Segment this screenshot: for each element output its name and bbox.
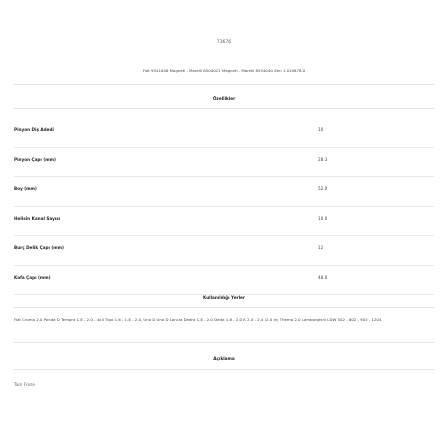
- spec-value: 10.0: [318, 215, 328, 221]
- spec-row: [14, 148, 434, 178]
- vehicles-heading: Kullanıldığı Yerler: [203, 295, 245, 300]
- spec-label: Pinyon Diş Adedi: [14, 127, 54, 132]
- spec-label: Burç Delik Çapı (mm): [14, 245, 64, 250]
- specs-heading: Özellikler: [212, 96, 236, 101]
- compatibility-numbers: Fiat 9541846 Magneti - Marelli 8504021 Magneti - Marelli 8554040 Zen 1.010878.0: [142, 68, 306, 73]
- spec-row: [14, 177, 434, 207]
- spec-value: 52.0: [318, 186, 328, 191]
- spec-label: Boy (mm): [14, 186, 37, 191]
- description-text: Tam Freze: [14, 382, 35, 387]
- spec-label: Helisin Kanal Sayısı: [14, 215, 61, 221]
- spec-value: 28.3: [318, 156, 328, 162]
- spec-row: [14, 236, 434, 266]
- spec-row: [14, 118, 434, 148]
- spec-row: [14, 266, 434, 296]
- divider: [14, 342, 434, 343]
- spec-value: 48.0: [318, 274, 328, 280]
- spec-value: 12: [318, 245, 324, 250]
- spec-value: 10: [318, 127, 324, 132]
- divider: [14, 307, 434, 308]
- spec-label: Pinyon Çapı (mm): [14, 156, 56, 162]
- specs-table: [14, 118, 434, 295]
- vehicles-text: Fiat Croma 2.0 Panda D Tempra 1.8 - 2.0 - 4x4 Tipo 1.6 - 1.8 - 2.0, Uno D Uno D Lancia Dedra 1.8 - 2.0 Delta 1.8 - 2.0 K 2.0 - 2.4 (2.0 ie) Thema 2.0 Lamborghini LDW 502 - 602 - 903 - 1204: [14, 317, 382, 322]
- divider: [14, 84, 434, 85]
- spec-row: [14, 207, 434, 237]
- divider: [14, 108, 434, 109]
- divider: [14, 369, 434, 370]
- product-code: 73676: [216, 40, 232, 45]
- description-heading: Açıklama: [213, 356, 235, 361]
- spec-label: Kafa Çapı (mm): [14, 274, 51, 280]
